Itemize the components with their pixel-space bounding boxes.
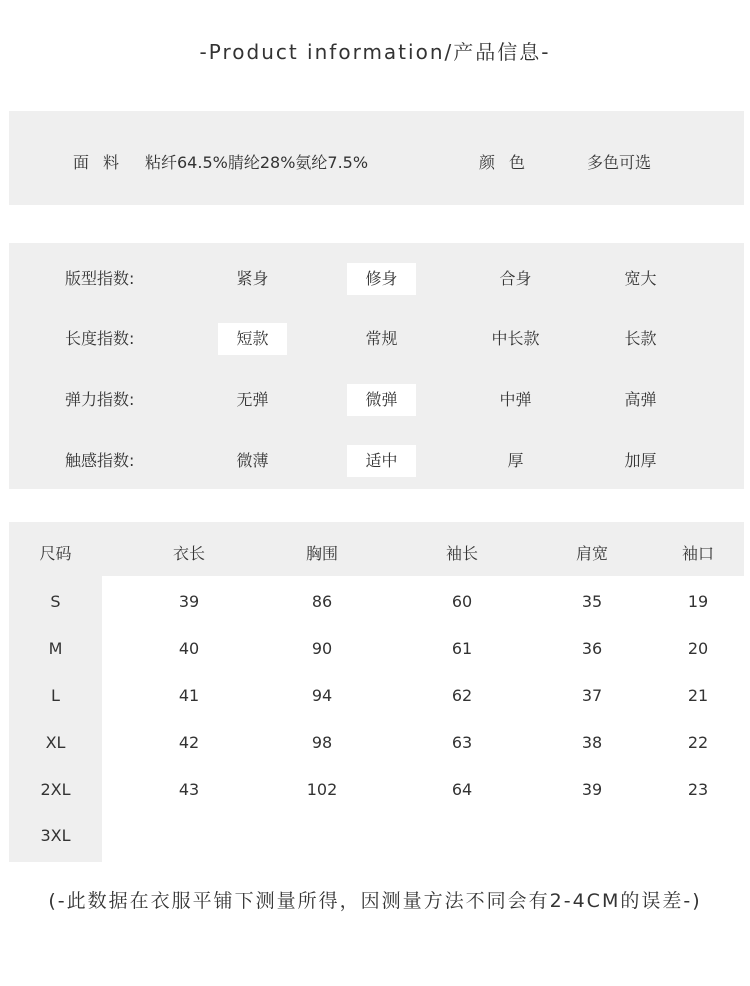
measurement-note: (-此数据在衣服平铺下测量所得，因测量方法不同会有2-4CM的误差-) — [48, 890, 702, 912]
table-row — [9, 578, 744, 625]
index-label: 弹力指数: — [65, 390, 135, 409]
table-cell: XL — [45, 733, 66, 752]
table-cell: 2XL — [40, 780, 71, 799]
color-label: 颜色 — [479, 153, 540, 172]
size-table-header — [9, 522, 744, 576]
material-color-panel — [9, 111, 744, 205]
index-option: 高弹 — [624, 390, 657, 409]
table-cell: 38 — [581, 733, 603, 752]
table-cell: 60 — [451, 592, 473, 611]
table-cell: 21 — [687, 686, 709, 705]
table-cell: 86 — [311, 592, 333, 611]
table-row — [9, 719, 744, 766]
index-option: 厚 — [507, 451, 524, 470]
table-cell — [412, 812, 512, 859]
index-option: 微薄 — [236, 451, 269, 470]
fit-index-row — [9, 263, 744, 295]
table-row — [9, 672, 744, 719]
column-header: 胸围 — [305, 544, 338, 563]
table-cell: 102 — [306, 780, 338, 799]
table-cell: 62 — [451, 686, 473, 705]
table-cell — [272, 812, 372, 859]
index-option: 常规 — [365, 329, 398, 348]
table-cell: 23 — [687, 780, 709, 799]
table-cell — [139, 812, 239, 859]
column-header: 尺码 — [39, 544, 72, 563]
table-cell: 64 — [451, 780, 473, 799]
index-option: 加厚 — [624, 451, 657, 470]
column-header: 肩宽 — [575, 544, 608, 563]
table-cell: S — [50, 592, 61, 611]
index-option-selected: 修身 — [347, 263, 416, 295]
index-label: 版型指数: — [65, 269, 135, 288]
table-cell: 3XL — [40, 826, 71, 845]
index-option: 合身 — [499, 269, 532, 288]
table-cell: 40 — [178, 639, 200, 658]
column-header: 袖长 — [445, 544, 478, 563]
color-value: 多色可选 — [587, 153, 652, 172]
table-cell: 42 — [178, 733, 200, 752]
column-header: 袖口 — [681, 544, 714, 563]
table-cell — [658, 812, 738, 859]
table-cell: 63 — [451, 733, 473, 752]
table-cell: 41 — [178, 686, 200, 705]
length-index-row — [9, 323, 744, 355]
table-cell: 39 — [581, 780, 603, 799]
table-cell: 94 — [311, 686, 333, 705]
page-title: -Product information/产品信息- — [199, 40, 551, 64]
index-panel — [9, 243, 744, 489]
index-label: 长度指数: — [65, 329, 135, 348]
touch-index-row — [9, 445, 744, 477]
table-cell: M — [48, 639, 63, 658]
table-cell: 20 — [687, 639, 709, 658]
table-cell: 90 — [311, 639, 333, 658]
index-option-selected: 短款 — [218, 323, 287, 355]
index-option-selected: 微弹 — [347, 384, 416, 416]
index-option: 长款 — [624, 329, 657, 348]
table-row — [9, 766, 744, 813]
table-cell: L — [51, 686, 60, 705]
elasticity-index-row — [9, 384, 744, 416]
fabric-value: 粘纤64.5%腈纶28%氨纶7.5% — [145, 153, 369, 172]
table-cell: 37 — [581, 686, 603, 705]
table-cell: 36 — [581, 639, 603, 658]
column-header: 衣长 — [172, 544, 205, 563]
table-cell: 22 — [687, 733, 709, 752]
fabric-label: 面料 — [73, 153, 134, 172]
index-option: 中长款 — [491, 329, 540, 348]
index-option: 宽大 — [624, 269, 657, 288]
index-option: 紧身 — [236, 269, 269, 288]
table-cell — [542, 812, 642, 859]
index-option: 中弹 — [499, 390, 532, 409]
table-cell: 61 — [451, 639, 473, 658]
index-option-selected: 适中 — [347, 445, 416, 477]
table-cell: 35 — [581, 592, 603, 611]
index-label: 触感指数: — [65, 451, 135, 470]
table-cell: 19 — [687, 592, 709, 611]
index-option: 无弹 — [236, 390, 269, 409]
table-cell: 43 — [178, 780, 200, 799]
table-cell: 98 — [311, 733, 333, 752]
table-cell: 39 — [178, 592, 200, 611]
table-row — [9, 812, 744, 859]
table-row — [9, 625, 744, 672]
size-table — [9, 522, 744, 862]
